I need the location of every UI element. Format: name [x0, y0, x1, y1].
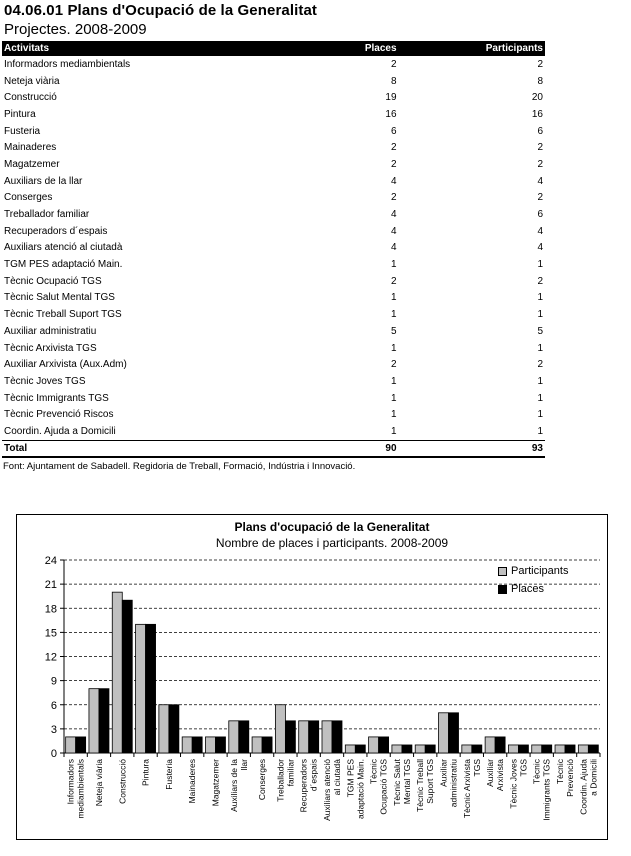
bar-places: [285, 721, 295, 753]
activity-cell: Tècnic Ocupació TGS: [4, 275, 102, 287]
bar-places: [332, 721, 342, 753]
activity-cell: Treballador familiar: [4, 209, 90, 221]
participants-cell: 1: [537, 409, 543, 421]
bar-participants: [508, 745, 518, 753]
places-cell: 4: [390, 225, 397, 237]
chart-title: Plans d'ocupació de la Generalitat: [234, 520, 430, 534]
participants-cell: 20: [531, 92, 543, 104]
table-row: [2, 356, 545, 373]
participants-cell: 4: [537, 225, 543, 237]
page-title: 04.06.01 Plans d'Ocupació de la Generalitat: [4, 2, 318, 19]
activity-cell: Conserges: [4, 192, 53, 204]
x-category-label-line: Mainaderes: [187, 759, 198, 804]
x-category-label-line: Auxiliars atenció: [322, 759, 332, 821]
bar-participants: [252, 737, 262, 753]
bar-participants: [392, 745, 402, 753]
places-cell: 4: [390, 175, 397, 187]
bar-participants: [299, 721, 309, 753]
total-participants: 93: [399, 440, 545, 457]
bar-places: [146, 624, 156, 753]
table-row: [2, 206, 545, 223]
x-category-label-line: Tècnic: [368, 759, 379, 785]
bar-places: [495, 737, 505, 753]
bar-participants: [578, 745, 588, 753]
table-header-row: [2, 41, 545, 56]
places-cell: 2: [390, 192, 397, 204]
x-category-label-line: llar: [238, 759, 249, 771]
participants-cell: 1: [537, 292, 543, 304]
x-category-label-line: Auxiliars de la: [228, 759, 239, 812]
x-category-label-line: TGS: [518, 759, 529, 777]
x-category-label: [94, 759, 104, 807]
bar-places: [355, 745, 365, 753]
bar-participants: [275, 705, 285, 753]
y-tick-label: 15: [44, 627, 57, 640]
source-note: Font: Ajuntament de Sabadell. Regidoria de Treball, Formació, Indústria i Innovació.: [3, 461, 356, 472]
x-category-label-line: Mental TGS: [401, 759, 412, 805]
bar-participants: [555, 745, 565, 753]
places-cell: 2: [390, 158, 397, 170]
x-category-label-line: adaptació Main.: [355, 759, 366, 820]
activity-cell: Auxiliar administratiu: [4, 325, 97, 337]
x-category-label-line: Tècnic: [531, 759, 542, 785]
table-row: [2, 190, 545, 207]
x-category-label-line: Tècnic: [555, 759, 566, 785]
activity-cell: Auxiliars de la llar: [4, 175, 83, 187]
activity-cell: TGM PES adaptació Main.: [4, 259, 123, 271]
bar-participants: [182, 737, 192, 753]
column-header-activitats: Activitats: [2, 41, 313, 56]
table-row: [2, 423, 545, 440]
table-row: [2, 406, 545, 423]
x-category-label: [322, 759, 342, 821]
places-cell: 4: [390, 242, 397, 254]
x-category-label: [257, 759, 267, 800]
column-header-places: Places: [313, 41, 398, 56]
x-category-label: [532, 758, 552, 820]
places-cell: 4: [390, 209, 397, 221]
participants-cell: 4: [537, 242, 543, 254]
activity-cell: Construcció: [4, 92, 57, 104]
places-cell: 1: [390, 342, 397, 354]
bar-places: [472, 745, 482, 753]
page-subtitle: Projectes. 2008-2009: [4, 21, 147, 38]
activity-cell: Tècnic Treball Suport TGS: [4, 309, 122, 321]
x-category-label-line: Arxivista: [495, 759, 506, 792]
x-category-label: [369, 758, 389, 814]
participants-cell: 2: [537, 275, 543, 287]
x-category-label-line: Recuperadors: [298, 759, 309, 813]
places-cell: 1: [390, 375, 397, 387]
places-cell: 19: [385, 92, 397, 104]
x-category-label: [299, 759, 319, 812]
x-category-label-line: Suport TGS: [425, 759, 436, 804]
data-table: [2, 41, 545, 458]
table-row: [2, 273, 545, 290]
activity-cell: Tècnic Immigrants TGS: [4, 392, 109, 404]
places-cell: 5: [390, 325, 397, 337]
column-header-participants: Participants: [399, 41, 545, 56]
participants-cell: 2: [537, 142, 543, 154]
legend-swatch: [498, 585, 507, 594]
table-total-row: [2, 440, 545, 457]
bar-participants: [89, 689, 99, 753]
activity-cell: Auxiliar Arxivista (Aux.Adm): [4, 359, 127, 371]
x-category-label-line: Neteja viària: [93, 759, 104, 807]
x-category-label-line: familiar: [285, 759, 296, 787]
total-label: Total: [2, 440, 313, 457]
x-category-label: [508, 759, 528, 809]
x-category-label-line: Conserges: [257, 759, 268, 801]
bar-places: [518, 745, 528, 753]
table-row: [2, 323, 545, 340]
bar-participants: [205, 737, 215, 753]
bar-participants: [66, 737, 76, 753]
participants-cell: 1: [537, 309, 543, 321]
x-category-label-line: Tècnic Arxivista: [461, 759, 472, 819]
x-category-label: [485, 759, 505, 791]
table-row: [2, 73, 545, 90]
bar-places: [449, 713, 459, 753]
x-category-label-line: Coordin. Ajuda: [578, 759, 589, 815]
places-cell: 1: [390, 292, 397, 304]
participants-cell: 2: [537, 158, 543, 170]
legend-label: Places: [511, 583, 545, 595]
places-cell: 1: [390, 409, 397, 421]
x-category-label-line: Treballador: [275, 759, 286, 802]
table-row: [2, 123, 545, 140]
x-category-label: [229, 759, 249, 812]
participants-cell: 1: [537, 392, 543, 404]
x-category-label-line: d´espais: [308, 759, 319, 792]
participants-cell: 6: [537, 125, 543, 137]
bar-participants: [229, 721, 239, 753]
table-body: [2, 56, 545, 457]
x-category-label-line: Auxiliar: [438, 759, 449, 787]
chart-subtitle: Nombre de places i participants. 2008-2009: [215, 536, 449, 550]
bar-places: [169, 705, 179, 753]
activity-cell: Tècnic Joves TGS: [4, 375, 86, 387]
x-category-label: [187, 759, 197, 803]
participants-cell: 2: [537, 359, 543, 371]
bar-places: [215, 737, 225, 753]
x-category-label-line: Ocupació TGS: [378, 759, 389, 815]
bar-places: [565, 745, 575, 753]
x-category-label: [439, 759, 459, 807]
activity-cell: Tècnic Salut Mental TGS: [4, 292, 115, 304]
bar-places: [309, 721, 319, 753]
table-row: [2, 390, 545, 407]
places-cell: 1: [390, 392, 397, 404]
activity-cell: Magatzemer: [4, 158, 60, 170]
bar-places: [588, 745, 598, 753]
activity-cell: Mainaderes: [4, 142, 57, 154]
bar-participants: [369, 737, 379, 753]
x-category-label-line: mediambientals: [75, 759, 86, 819]
table-row: [2, 156, 545, 173]
activity-cell: Informadors mediambientals: [4, 58, 131, 70]
activity-cell: Auxiliars atenció al ciutadà: [4, 242, 123, 254]
table-row: [2, 89, 545, 106]
x-category-label-line: Prevenció: [565, 759, 576, 797]
bar-participants: [532, 745, 542, 753]
bar-places: [542, 745, 552, 753]
x-category-label-line: Informadors: [65, 759, 76, 805]
x-category-label-line: Magatzemer: [210, 759, 221, 807]
table-row: [2, 340, 545, 357]
chart-legend: [498, 562, 568, 598]
places-cell: 16: [385, 108, 397, 120]
bar-participants: [439, 713, 449, 753]
legend-swatch: [498, 567, 507, 576]
table-row: [2, 256, 545, 273]
places-cell: 2: [390, 359, 397, 371]
table-row: [2, 173, 545, 190]
x-category-label-line: Tècnic Salut: [391, 759, 402, 806]
x-category-label-line: Fusteria: [163, 759, 174, 790]
places-cell: 8: [390, 75, 397, 87]
x-category-label: [164, 759, 174, 790]
x-category-label-line: administratiu: [448, 759, 459, 808]
participants-cell: 1: [537, 425, 543, 437]
activity-cell: Fusteria: [4, 125, 41, 137]
places-cell: 6: [390, 125, 397, 137]
places-cell: 2: [390, 275, 397, 287]
bar-places: [425, 745, 435, 753]
x-category-label-line: Immigrants TGS: [541, 759, 552, 821]
participants-cell: 16: [531, 108, 543, 120]
table-row: [2, 223, 545, 240]
y-tick-label: 0: [50, 748, 57, 760]
legend-item: [498, 562, 568, 580]
x-category-label: [462, 759, 482, 818]
participants-cell: 1: [537, 375, 543, 387]
y-tick-label: 21: [44, 579, 57, 592]
table-row: [2, 56, 545, 73]
activity-cell: Pintura: [4, 108, 36, 120]
y-tick-label: 9: [50, 675, 57, 688]
x-category-label: [141, 759, 151, 786]
x-category-label: [210, 759, 220, 806]
x-category-label-line: Tècnic Treball: [415, 759, 426, 812]
x-category-label-line: al ciutadà: [332, 759, 342, 796]
participants-cell: 1: [537, 342, 543, 354]
activity-cell: Tècnic Arxivista TGS: [4, 342, 97, 354]
x-category-label-line: Tècnic Joves: [508, 759, 519, 809]
x-category-label: [66, 759, 86, 819]
x-category-label: [578, 759, 598, 815]
participants-cell: 1: [537, 259, 543, 271]
bar-places: [379, 737, 389, 753]
x-category-label-line: Pintura: [140, 759, 151, 786]
x-category-label: [117, 759, 127, 804]
participants-cell: 2: [537, 58, 543, 70]
bar-participants: [322, 721, 332, 753]
bar-participants: [485, 737, 495, 753]
places-cell: 2: [390, 142, 397, 154]
legend-label: Participants: [511, 565, 569, 577]
y-tick-label: 12: [44, 651, 57, 664]
x-category-label: [275, 759, 295, 802]
places-cell: 1: [390, 259, 397, 271]
table-row: [2, 373, 545, 390]
bar-places: [402, 745, 412, 753]
y-tick-label: 18: [44, 603, 57, 616]
bar-participants: [136, 624, 146, 753]
table-row: [2, 290, 545, 307]
x-category-label-line: TGM PES: [345, 759, 356, 798]
table-row: [2, 306, 545, 323]
activity-cell: Coordin. Ajuda a Domicili: [4, 425, 116, 437]
y-tick-label: 24: [44, 555, 57, 567]
participants-cell: 6: [537, 209, 543, 221]
x-category-label: [345, 759, 365, 819]
table-row: [2, 240, 545, 257]
activity-cell: Tècnic Prevenció Riscos: [4, 409, 114, 421]
participants-cell: 2: [537, 192, 543, 204]
x-category-label: [555, 758, 575, 797]
participants-cell: 5: [537, 325, 543, 337]
bar-participants: [112, 592, 122, 753]
y-tick-label: 6: [50, 699, 57, 712]
x-category-label-line: Auxiliar: [485, 759, 496, 787]
places-cell: 2: [390, 58, 397, 70]
bar-places: [99, 689, 109, 753]
participants-cell: 4: [537, 175, 543, 187]
x-category-label-line: a Domicili: [588, 759, 599, 796]
x-category-label: [392, 758, 412, 805]
places-cell: 1: [390, 309, 397, 321]
activity-cell: Recuperadors d´espais: [4, 225, 108, 237]
bar-places: [76, 737, 86, 753]
legend-item: [498, 580, 568, 598]
x-category-label-line: Construcció: [117, 759, 128, 804]
y-tick-label: 3: [50, 723, 57, 736]
bar-places: [239, 721, 249, 753]
bar-participants: [159, 705, 169, 753]
bar-participants: [462, 745, 472, 753]
total-places: 90: [313, 440, 398, 457]
table-row: [2, 139, 545, 156]
bar-places: [262, 737, 272, 753]
bar-places: [122, 600, 132, 753]
bar-participants: [415, 745, 425, 753]
bar-places: [192, 737, 202, 753]
bar-participants: [345, 745, 355, 753]
places-cell: 1: [390, 425, 397, 437]
x-category-label-line: TGS: [471, 759, 482, 777]
participants-cell: 8: [537, 75, 543, 87]
x-category-label: [415, 759, 435, 812]
table-row: [2, 106, 545, 123]
activity-cell: Neteja viària: [4, 75, 60, 87]
